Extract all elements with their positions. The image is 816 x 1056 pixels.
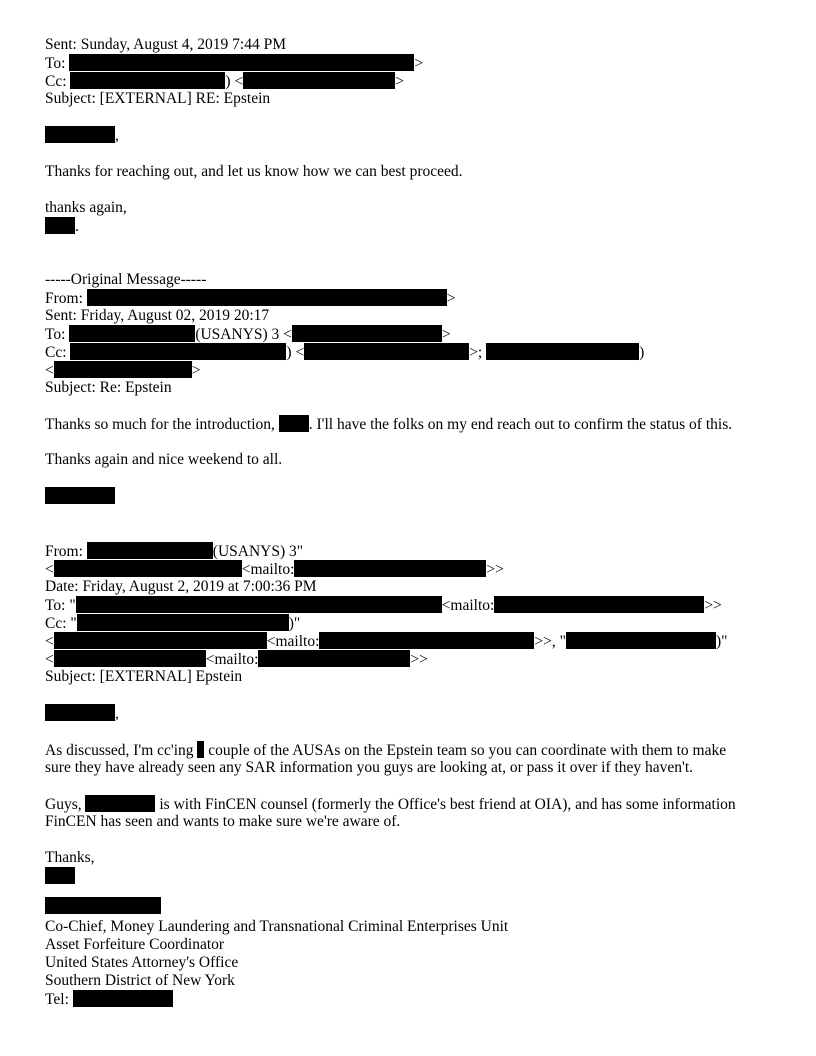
m2-original-marker: -----Original Message-----: [45, 271, 207, 288]
mailto-text: <mailto:: [205, 651, 259, 668]
m3-cc-line-cont: < <mailto: >>, " )": [45, 633, 728, 650]
m2-body-line: [45, 415, 785, 433]
redaction-box: [45, 217, 75, 234]
signature-name: [45, 897, 785, 918]
redaction-box: [77, 614, 289, 631]
redaction-box: [243, 72, 395, 89]
redaction-box: [45, 897, 161, 914]
redaction-box: [69, 325, 195, 342]
m3-thanks: Thanks,: [45, 849, 95, 866]
m2-cc-line-cont: < >: [45, 362, 201, 379]
redaction-box: [54, 632, 267, 649]
mailto-text: <mailto:: [266, 633, 320, 650]
redaction-box: [494, 596, 704, 613]
m2-body-text-a: Thanks so much for the introduction,: [45, 416, 279, 433]
signature-role: Asset Forfeiture Coordinator: [45, 936, 225, 953]
m2-sent-line: Sent: Friday, August 02, 2019 20:17: [45, 307, 270, 324]
m2-to-line: To: (USANYS) 3 < >: [45, 326, 451, 343]
redaction-box: [292, 325, 442, 342]
redaction-box: [70, 72, 225, 89]
signature-tel: [45, 990, 785, 1008]
redaction-box: [54, 361, 192, 378]
m1-body-line: Thanks for reaching out, and let us know how we can best proceed.: [45, 163, 463, 180]
redaction-box: [294, 560, 486, 577]
mailto-text: <mailto:: [441, 597, 495, 614]
m1-cc-line: Cc: ) < >: [45, 73, 404, 90]
m3-cc-line: Cc: " )": [45, 615, 301, 632]
redaction-box: [45, 487, 115, 504]
m2-from-label: From:: [45, 290, 87, 307]
m2-to-label: To:: [45, 326, 70, 343]
email-document: [45, 36, 785, 1008]
mailto-text: <mailto:: [241, 561, 295, 578]
m3-signoff: [45, 867, 785, 885]
m3-to-label: To: ": [45, 597, 76, 614]
m2-from-line: From: >: [45, 290, 456, 307]
redaction-box: [69, 54, 414, 71]
redaction-box: [73, 990, 173, 1007]
m2-cc-label: Cc:: [45, 344, 71, 361]
m3-body-line-2: sure they have already seen any SAR information you guys are looking at, or pass it over if they haven't.: [45, 759, 694, 776]
m1-closing: thanks again,: [45, 199, 127, 216]
m1-salutation: ,: [45, 126, 785, 145]
m2-body-text-b: . I'll have the folks on my end reach out to confirm the status of this.: [308, 416, 733, 433]
signature-title: Co-Chief, Money Laundering and Transnational Criminal Enterprises Unit: [45, 918, 509, 935]
redaction-box: [85, 795, 155, 812]
tel-label: Tel:: [45, 991, 73, 1008]
redaction-box: [566, 632, 716, 649]
m1-subject-line: Subject: [EXTERNAL] RE: Epstein: [45, 90, 271, 107]
signature-office: United States Attorney's Office: [45, 954, 239, 971]
redaction-box: [87, 289, 447, 306]
redaction-box: [258, 650, 410, 667]
m3-salutation: ,: [45, 704, 785, 723]
m3-body2-line-2: FinCEN has seen and wants to make sure we're aware of.: [45, 813, 401, 830]
m3-from-line: [45, 542, 785, 560]
redaction-box: [87, 542, 213, 559]
redaction-box: [76, 596, 442, 613]
redaction-box: [486, 343, 639, 360]
m3-cc-label: Cc: ": [45, 615, 77, 632]
m3-from-line-cont: < <mailto: >>: [45, 561, 504, 578]
m3-from-label: From:: [45, 543, 87, 560]
m3-body-text-b: couple of the AUSAs on the Epstein team so you can coordinate with them to make: [204, 742, 727, 759]
redaction-box: [45, 126, 115, 143]
redaction-box: [279, 415, 309, 432]
redaction-box: [54, 560, 242, 577]
m1-sent-line: Sent: Sunday, August 4, 2019 7:44 PM: [45, 36, 286, 53]
m3-body2-line: [45, 795, 785, 813]
m1-to-label: To:: [45, 55, 70, 72]
m3-cc-line-cont2: < <mailto: >>: [45, 651, 428, 668]
redaction-box: [70, 343, 286, 360]
m2-to-mid: (USANYS) 3 <: [195, 326, 292, 343]
m3-body-text-a: As discussed, I'm cc'ing: [45, 742, 198, 759]
m1-signoff: .: [45, 217, 785, 235]
m3-body-line: [45, 741, 785, 759]
m3-subject-line: Subject: [EXTERNAL] Epstein: [45, 668, 243, 685]
m3-from-mid: (USANYS) 3": [212, 543, 304, 560]
m2-subject-line: Subject: Re: Epstein: [45, 379, 172, 396]
m3-body2-text-b: is with FinCEN counsel (formerly the Office's best friend at OIA), and has some information: [155, 796, 736, 813]
m2-cc-line: Cc: ) < >; ): [45, 344, 645, 361]
m3-date-line: Date: Friday, August 2, 2019 at 7:00:36 PM: [45, 578, 317, 595]
m3-to-line: To: " <mailto: >>: [45, 597, 722, 614]
redaction-box: [304, 343, 469, 360]
m2-signoff: [45, 487, 785, 506]
m2-closing: Thanks again and nice weekend to all.: [45, 451, 283, 468]
redaction-box: [45, 867, 75, 884]
m1-cc-label: Cc:: [45, 73, 71, 90]
redaction-box: [319, 632, 534, 649]
m3-body2-text-a: Guys,: [45, 796, 86, 813]
signature-district: Southern District of New York: [45, 972, 235, 989]
redaction-box: [54, 650, 206, 667]
m1-to-line: To: >: [45, 55, 424, 72]
redaction-box: [45, 704, 115, 721]
